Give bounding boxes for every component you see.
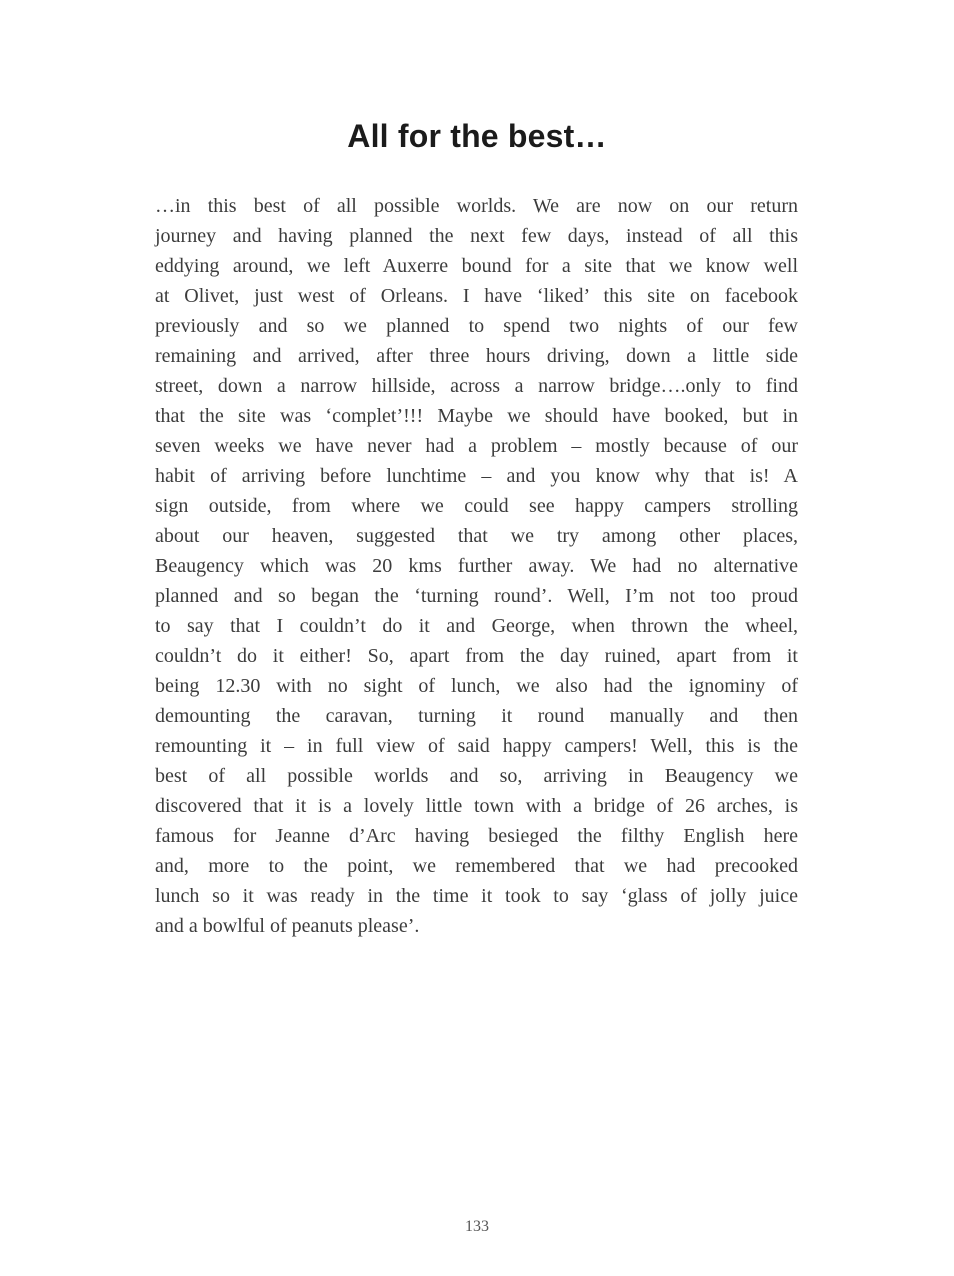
text-line: journey and having planned the next few days, instead of all this (155, 225, 798, 247)
text-line: habit of arriving before lunchtime – and you know why that is! A (155, 465, 798, 487)
text-line: seven weeks we have never had a problem – mostly because of our (155, 435, 798, 457)
text-line: remounting it – in full view of said happy campers! Well, this is the (155, 735, 798, 757)
text-line: remaining and arrived, after three hours driving, down a little side (155, 345, 798, 367)
text-line: being 12.30 with no sight of lunch, we also had the ignominy of (155, 675, 798, 697)
text-line: to say that I couldn’t do it and George, when thrown the wheel, (155, 615, 798, 637)
body-paragraph (155, 191, 798, 941)
text-line: street, down a narrow hillside, across a narrow bridge….only to find (155, 375, 798, 397)
text-line: Beaugency which was 20 kms further away. We had no alternative (155, 555, 798, 577)
text-line: and, more to the point, we remembered that we had precooked (155, 855, 798, 877)
text-line: and a bowlful of peanuts please’. (155, 915, 420, 937)
text-line: discovered that it is a lovely little town with a bridge of 26 arches, is (155, 795, 798, 817)
text-line: about our heaven, suggested that we try among other places, (155, 525, 798, 547)
text-line: demounting the caravan, turning it round manually and then (155, 705, 798, 727)
text-line: previously and so we planned to spend two nights of our few (155, 315, 798, 337)
text-line: at Olivet, just west of Orleans. I have ‘liked’ this site on facebook (155, 285, 798, 307)
text-line: …in this best of all possible worlds. We are now on our return (155, 195, 798, 217)
page-title: All for the best… (347, 118, 607, 154)
text-line: best of all possible worlds and so, arriving in Beaugency we (155, 765, 798, 787)
page-number: 133 (465, 1218, 489, 1235)
text-line: lunch so it was ready in the time it took to say ‘glass of jolly juice (155, 885, 798, 907)
text-line: sign outside, from where we could see happy campers strolling (155, 495, 798, 517)
text-line: famous for Jeanne d’Arc having besieged the filthy English here (155, 825, 798, 847)
text-line: planned and so began the ‘turning round’. Well, I’m not too proud (155, 585, 798, 607)
text-line: eddying around, we left Auxerre bound for a site that we know well (155, 255, 798, 277)
text-line: that the site was ‘complet’!!! Maybe we should have booked, but in (155, 405, 798, 427)
text-line: couldn’t do it either! So, apart from the day ruined, apart from it (155, 645, 798, 667)
